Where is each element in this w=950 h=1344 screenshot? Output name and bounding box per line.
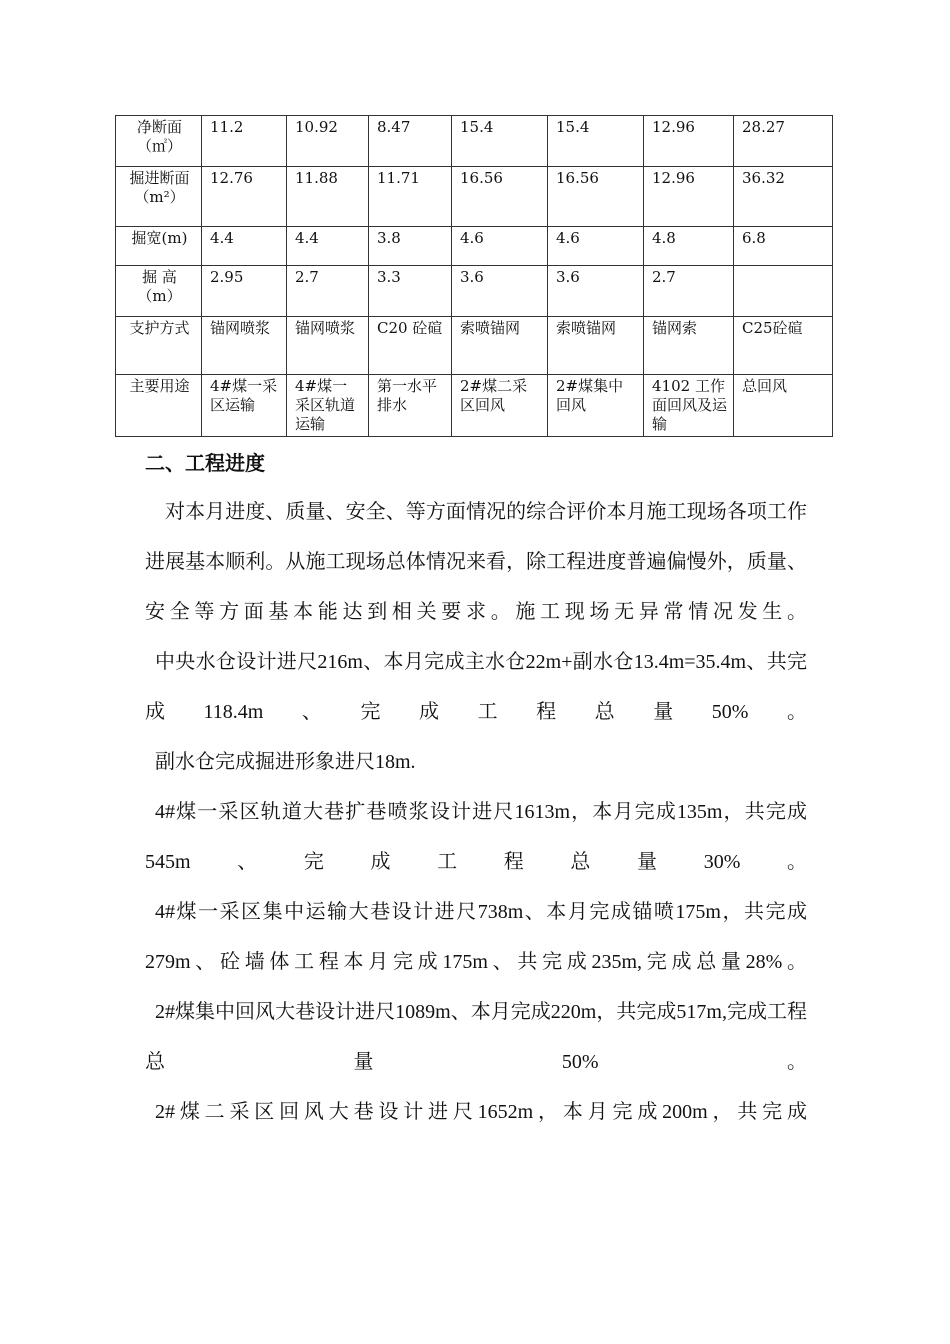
row-label: 主要用途 [116, 375, 202, 437]
table-cell: 16.56 [548, 167, 644, 227]
table-cell: 2#煤二采区回风 [452, 375, 548, 437]
table-cell: 4.6 [548, 227, 644, 266]
table-cell: 12.96 [644, 116, 734, 167]
table-cell: 15.4 [452, 116, 548, 167]
table-cell: 10.92 [287, 116, 369, 167]
row-label: 掘 高（m） [116, 266, 202, 317]
table-cell: 第一水平排水 [369, 375, 452, 437]
table-cell: 2.7 [287, 266, 369, 317]
paragraph: 对本月进度、质量、安全、等方面情况的综合评价本月施工现场各项工作进展基本顺利。从施工现场总体情况来看，除工程进度普遍偏慢外，质量、安全等方面基本能达到相关要求。施工现场无异常情况发生。 [145, 501, 807, 623]
row-label: 支护方式 [116, 317, 202, 375]
table-cell: 4#煤一采区轨道运输 [287, 375, 369, 437]
table-cell: 15.4 [548, 116, 644, 167]
table-cell: 锚网喷浆 [202, 317, 287, 375]
paragraph: 中央水仓设计进尺216m、本月完成主水仓22m+副水仓13.4m=35.4m、共完成118.4m、完成工程总量50%。 [145, 651, 807, 723]
table-cell: 36.32 [734, 167, 833, 227]
table-cell: 8.47 [369, 116, 452, 167]
table-cell: 锚网索 [644, 317, 734, 375]
table-cell: 12.96 [644, 167, 734, 227]
table-cell: 总回风 [734, 375, 833, 437]
section-title: 二、工程进度 [145, 451, 265, 475]
table-cell: 11.71 [369, 167, 452, 227]
table-cell [734, 266, 833, 317]
table-cell: 2.95 [202, 266, 287, 317]
table-row [116, 227, 833, 266]
row-label: 掘宽(m) [116, 227, 202, 266]
row-label: 净断面（㎡） [116, 116, 202, 167]
table-cell: 索喷锚网 [548, 317, 644, 375]
paragraph: 4#煤一采区集中运输大巷设计进尺738m、本月完成锚喷175m，共完成279m、砼墙体工程本月完成175m、共完成235m,完成总量28%。 [145, 901, 807, 973]
table-cell: 6.8 [734, 227, 833, 266]
table-cell: 3.8 [369, 227, 452, 266]
progress-text [145, 487, 807, 1137]
table-cell: 11.88 [287, 167, 369, 227]
paragraph: 4#煤一采区轨道大巷扩巷喷浆设计进尺1613m，本月完成135m，共完成545m、完成工程总量30%。 [145, 801, 807, 873]
table-cell: 4.4 [287, 227, 369, 266]
table-row [116, 116, 833, 167]
paragraph: 2#煤集中回风大巷设计进尺1089m、本月完成220m，共完成517m,完成工程总量50%。 [145, 1001, 807, 1073]
table-row [116, 266, 833, 317]
table-cell: 3.6 [548, 266, 644, 317]
paragraph: 副水仓完成掘进形象进尺18m. [155, 751, 416, 773]
table-cell: 4.4 [202, 227, 287, 266]
row-label: 掘进断面（m²） [116, 167, 202, 227]
table-row [116, 375, 833, 437]
table-cell: 2#煤集中回风 [548, 375, 644, 437]
table-cell: 16.56 [452, 167, 548, 227]
table-cell: 3.3 [369, 266, 452, 317]
table-cell: 4102 工作面回风及运输 [644, 375, 734, 437]
table-cell: 4.8 [644, 227, 734, 266]
table-cell: 4#煤一采区运输 [202, 375, 287, 437]
paragraph: 2#煤二采区回风大巷设计进尺1652m，本月完成200m，共完成 [155, 1101, 807, 1123]
table-cell: C25砼碹 [734, 317, 833, 375]
table-row [116, 317, 833, 375]
table-cell: 索喷锚网 [452, 317, 548, 375]
table-cell: 12.76 [202, 167, 287, 227]
table-cell: 11.2 [202, 116, 287, 167]
table-cell: 4.6 [452, 227, 548, 266]
table-cell: C20 砼碹 [369, 317, 452, 375]
table-cell: 锚网喷浆 [287, 317, 369, 375]
table-cell: 2.7 [644, 266, 734, 317]
table-cell: 3.6 [452, 266, 548, 317]
table-cell: 28.27 [734, 116, 833, 167]
table-row [116, 167, 833, 227]
tunnel-spec-table [115, 115, 833, 437]
